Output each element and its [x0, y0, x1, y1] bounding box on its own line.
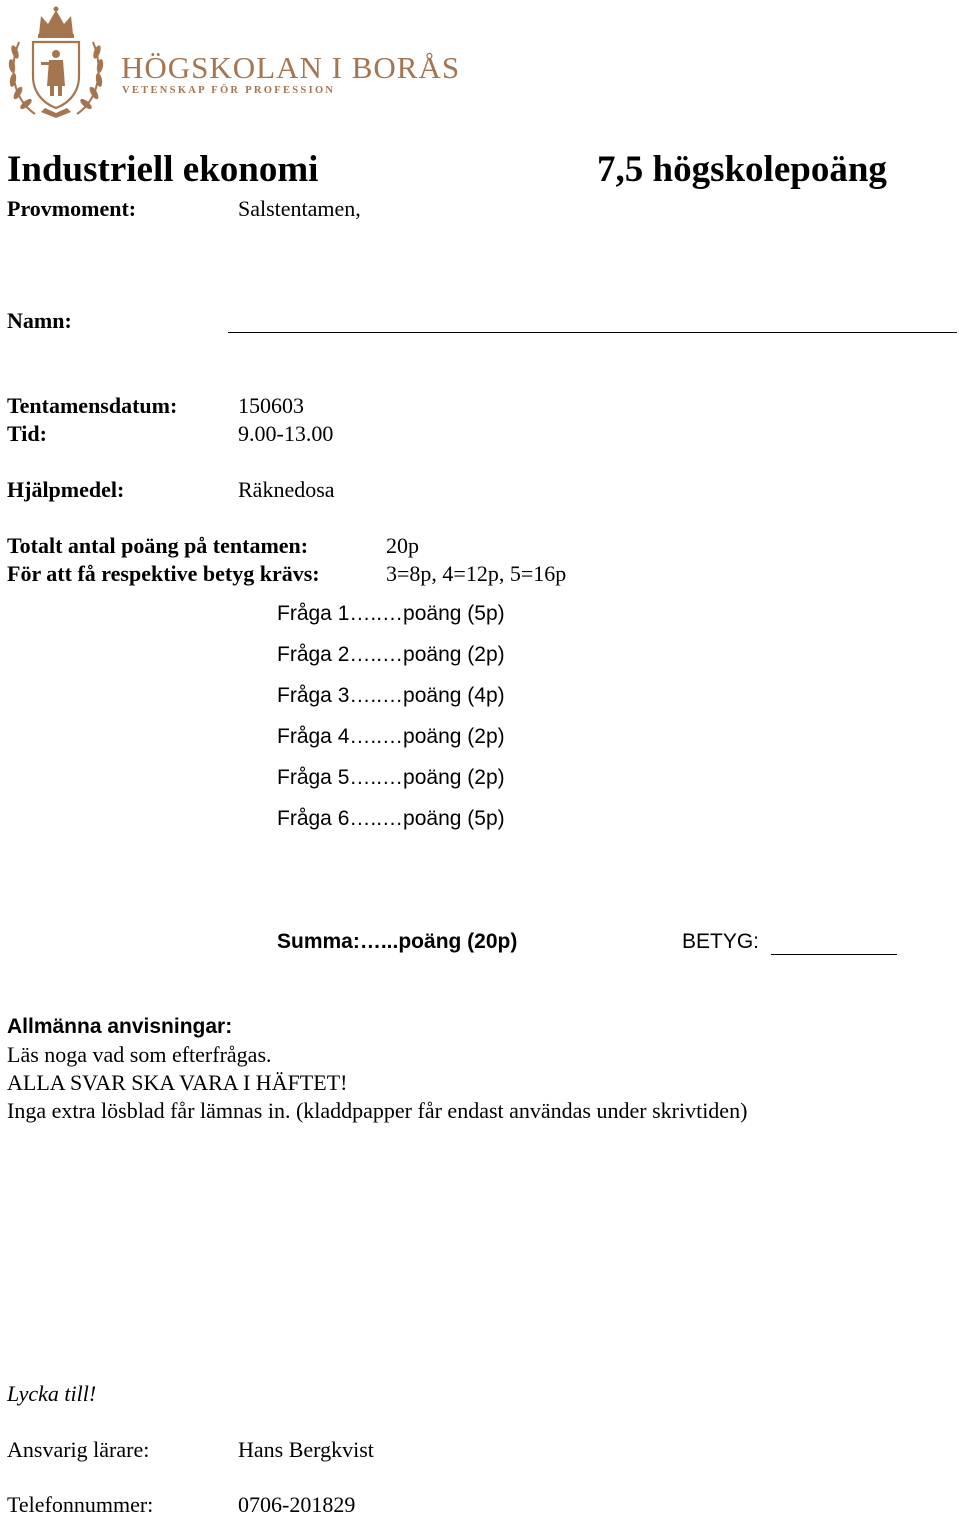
aids-value: Räknedosa — [238, 477, 335, 502]
total-points-label: Totalt antal poäng på tentamen: — [7, 533, 309, 558]
provmoment-label: Provmoment: — [7, 196, 137, 221]
date-label: Tentamensdatum: — [7, 393, 178, 418]
summary-total: Summa:…...poäng (20p) — [277, 930, 518, 953]
name-input-line[interactable] — [228, 332, 957, 333]
teacher-label: Ansvarig lärare: — [7, 1437, 150, 1462]
course-title: Industriell ekonomi — [7, 149, 319, 190]
grade-label: BETYG: — [682, 930, 760, 953]
instructions-heading: Allmänna anvisningar: — [7, 1015, 233, 1038]
university-tagline: VETENSKAP FÖR PROFESSION — [122, 85, 336, 96]
time-value: 9.00-13.00 — [238, 421, 334, 446]
course-credits: 7,5 högskolepoäng — [597, 149, 887, 190]
question-row: Fråga 2…..…poäng (2p) — [277, 643, 505, 666]
good-luck-text: Lycka till! — [7, 1381, 97, 1406]
question-row: Fråga 6…..…poäng (5p) — [277, 807, 505, 830]
phone-label: Telefonnummer: — [7, 1492, 154, 1517]
name-label: Namn: — [7, 308, 72, 333]
instruction-line: Läs noga vad som efterfrågas. — [7, 1042, 272, 1067]
grade-input-line[interactable] — [771, 954, 897, 955]
question-row: Fråga 1…..…poäng (5p) — [277, 602, 505, 625]
date-value: 150603 — [238, 393, 304, 418]
provmoment-value: Salstentamen, — [238, 196, 361, 221]
phone-value: 0706-201829 — [238, 1492, 356, 1517]
time-label: Tid: — [7, 421, 47, 446]
instruction-line: ALLA SVAR SKA VARA I HÄFTET! — [7, 1070, 348, 1095]
university-name: HÖGSKOLAN I BORÅS — [121, 50, 461, 85]
question-row: Fråga 4…..…poäng (2p) — [277, 725, 505, 748]
grade-requirements-label: För att få respektive betyg krävs: — [7, 561, 320, 586]
question-row: Fråga 5…..…poäng (2p) — [277, 766, 505, 789]
grade-requirements-value: 3=8p, 4=12p, 5=16p — [386, 561, 567, 586]
question-row: Fråga 3…..…poäng (4p) — [277, 684, 505, 707]
total-points-value: 20p — [386, 533, 419, 558]
aids-label: Hjälpmedel: — [7, 477, 125, 502]
teacher-value: Hans Bergkvist — [238, 1437, 374, 1462]
instruction-line: Inga extra lösblad får lämnas in. (kladdpapper får endast användas under skrivtiden) — [7, 1098, 748, 1123]
crowned-wreath-seal-icon — [5, 4, 107, 120]
